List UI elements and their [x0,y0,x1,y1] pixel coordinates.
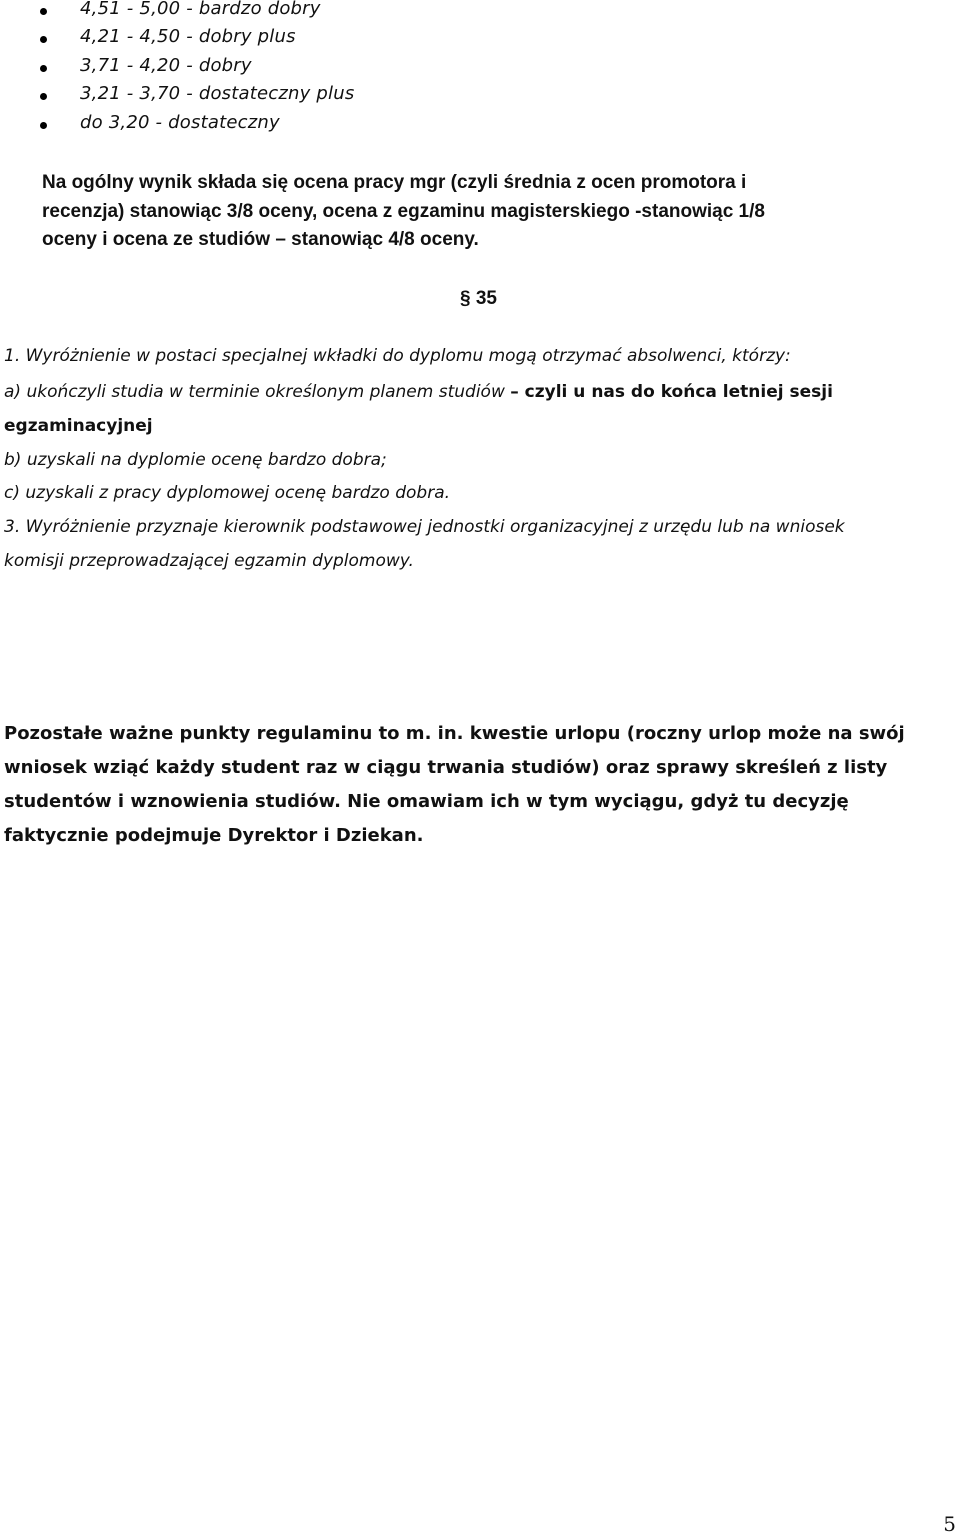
list-item [0,114,960,142]
final-note-line: studentów i wznowienia studiów. Nie omawiam ich w tym wyciągu, gdyż tu decyzję [4,791,849,812]
final-note-line: Pozostałe ważne punkty regulaminu to m. in. kwestie urlopu (roczny urlop może na swój [4,723,905,744]
paragraph-item-b: b) uzyskali na dyplomie ocenę bardzo dobra; [4,450,387,470]
summary-line: Na ogólny wynik składa się ocena pracy mgr (czyli średnia z ocen promotora i [42,172,747,193]
final-note [4,717,956,853]
list-item [0,85,960,113]
paragraph-item-c: c) uzyskali z pracy dyplomowej ocenę bardzo dobra. [4,483,451,503]
bullet-icon [40,65,47,72]
section-heading: § 35 [460,288,497,309]
summary-line: recenzja) stanowiąc 3/8 oceny, ocena z egzaminu magisterskiego -stanowiąc 1/8 [42,200,765,222]
grade-label: 3,71 - 4,20 - dobry [80,55,252,76]
page-number: 5 [943,1512,956,1536]
paragraph-item-1: 1. Wyróżnienie w postaci specjalnej wkładki do dyplomu mogą otrzymać absolwenci, którzy: [4,346,791,366]
summary-line: oceny i ocena ze studiów – stanowiąc 4/8 oceny. [42,229,479,250]
grade-label: 4,21 - 4,50 - dobry plus [80,26,296,47]
final-note-line: faktycznie podejmuje Dyrektor i Dziekan. [4,825,424,846]
paragraph-item-a-continued [4,416,956,436]
grade-label: 4,51 - 5,00 - bardzo dobry [80,0,321,19]
item-a-text: a) ukończyli studia w terminie określonym planem studiów [4,382,511,402]
list-item [0,57,960,85]
list-item [0,28,960,56]
grade-label: 3,21 - 3,70 - dostateczny plus [80,83,355,104]
bullet-icon [40,36,47,43]
bullet-icon [40,93,47,100]
item-a-emphasis-continued: egzaminacyjnej [4,416,153,436]
item-a-emphasis: – czyli u nas do końca letniej sesji [510,382,833,402]
paragraph-item-3-line: komisji przeprowadzającej egzamin dyplomowy. [4,551,414,571]
list-item [0,0,960,28]
overall-result-summary [42,169,942,255]
paragraph-item-3-line: 3. Wyróżnienie przyznaje kierownik podstawowej jednostki organizacyjnej z urzędu lub na wniosek [4,517,845,537]
bullet-icon [40,8,47,15]
final-note-line: wniosek wziąć każdy student raz w ciągu trwania studiów) oraz sprawy skreśleń z listy [4,757,888,778]
paragraph-item-a [4,382,956,402]
bullet-icon [40,122,47,129]
grade-label: do 3,20 - dostateczny [80,112,280,133]
